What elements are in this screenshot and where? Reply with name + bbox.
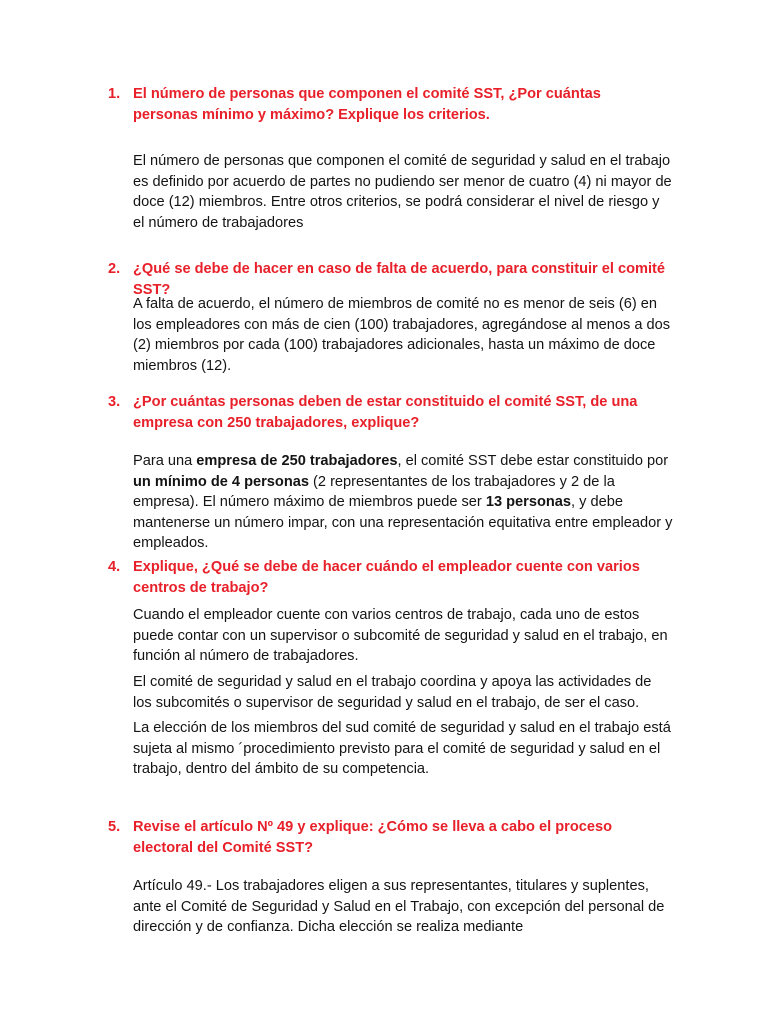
question-text: El número de personas que componen el comité SST, ¿Por cuántas personas mínimo y máximo? Explique los criterios.	[133, 86, 601, 123]
question-number: 4.	[108, 559, 121, 575]
answer-text: Para una	[133, 453, 197, 469]
question-number: 5.	[108, 819, 121, 835]
question-1	[108, 84, 668, 126]
question-3	[108, 392, 668, 434]
answer-4-paragraph-1: Cuando el empleador cuente con varios centros de trabajo, cada uno de estos puede contar con un supervisor o subcomité de seguridad y salud en el trabajo, en función al número de trabajadores.	[133, 607, 668, 664]
answer-3-paragraph	[133, 451, 673, 554]
question-number: 1.	[108, 86, 121, 102]
answer-bold-text: 13 personas	[485, 494, 572, 510]
answer-bold-text: empresa de 250 trabajadores	[196, 453, 398, 469]
answer-5-paragraph: Artículo 49.- Los trabajadores eligen a sus representantes, titulares y suplentes, ante el Comité de Seguridad y Salud en el Trabajo, con excepción del personal de dirección y de confianza. Dicha elección se realiza mediante	[133, 878, 665, 935]
answer-2-paragraph: A falta de acuerdo, el número de miembros de comité no es menor de seis (6) en los empleadores con más de cien (100) trabajadores, agregándose al menos a dos (2) miembros por cada (100) trabajadores adicionales, hasta un máximo de doce miembros (12).	[133, 296, 671, 374]
answer-text: , y debe mantenerse un número impar, con una representación equitativa entre empleador y empleados.	[133, 494, 673, 551]
answer-text: (2 representantes de los trabajadores y 2 de la empresa). El número máximo de miembros puede ser	[133, 473, 615, 510]
question-5	[108, 817, 668, 859]
question-text: ¿Por cuántas personas deben de estar constituido el comité SST, de una empresa con 250 trabajadores, explique?	[133, 394, 638, 431]
answer-4-paragraph-2: El comité de seguridad y salud en el trabajo coordina y apoya las actividades de los subcomités o supervisor de seguridad y salud en el trabajo, de ser el caso.	[133, 674, 652, 711]
question-number: 3.	[108, 394, 121, 410]
question-4	[108, 557, 668, 599]
question-number: 2.	[108, 261, 121, 277]
answer-4-paragraph-3: La elección de los miembros del sud comité de seguridad y salud en el trabajo está sujeta al mismo ´procedimiento previsto para el comité de seguridad y salud en el trabajo, dentro del ámbito de su competencia.	[133, 720, 671, 777]
question-text: Revise el artículo Nº 49 y explique: ¿Cómo se lleva a cabo el proceso electoral del Comité SST?	[133, 819, 612, 856]
question-text: ¿Qué se debe de hacer en caso de falta de acuerdo, para constituir el comité SST?	[133, 261, 666, 298]
answer-bold-text: un mínimo de 4 personas	[133, 473, 309, 490]
answer-1-paragraph: El número de personas que componen el comité de seguridad y salud en el trabajo es definido por acuerdo de partes no pudiendo ser menor de cuatro (4) ni mayor de doce (12) miembros. Entre otros criterios, se podrá considerar el nivel de riesgo y el número de trabajadores	[133, 153, 672, 231]
answer-text: , el comité SST debe estar constituido por	[397, 453, 669, 469]
question-text: Explique, ¿Qué se debe de hacer cuándo el empleador cuente con varios centros de trabajo?	[133, 559, 640, 596]
